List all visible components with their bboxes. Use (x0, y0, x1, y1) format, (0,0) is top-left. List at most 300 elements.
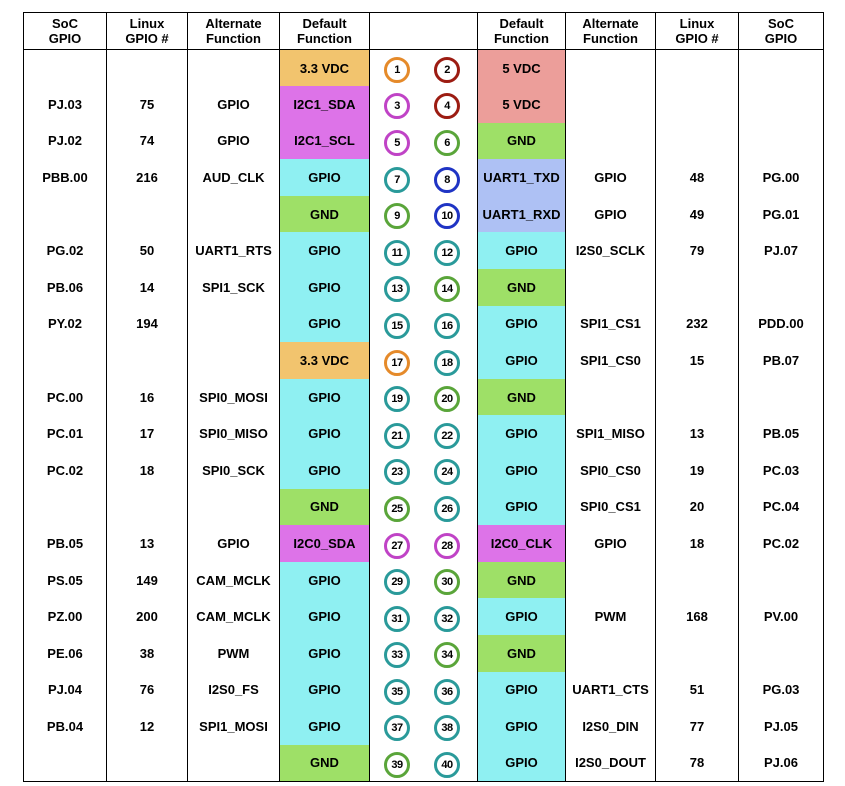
right-default-function (478, 123, 566, 160)
left-alt-function-text: SPI1_MOSI (199, 718, 268, 734)
right-default-function-text: GPIO (505, 243, 538, 259)
pin-even: 40 (434, 752, 460, 778)
left-alt-function-text: SPI1_SCK (202, 279, 265, 295)
left-soc-gpio-text: PC.01 (46, 426, 84, 442)
right-soc-gpio (739, 745, 824, 782)
right-default-function-text: GND (507, 133, 536, 149)
right-default-function-text: GND (507, 279, 536, 295)
table-row (24, 452, 824, 489)
right-alt-function-text: GPIO (594, 536, 627, 552)
right-linux-gpio-text: 78 (689, 755, 705, 771)
pin-pair (370, 50, 478, 87)
header-left-alt-function: Alternate Function (188, 13, 280, 50)
right-linux-gpio (656, 672, 739, 709)
pin-pair-wrap (370, 416, 477, 452)
right-soc-gpio (739, 489, 824, 526)
right-alt-function-text: I2S0_SCLK (575, 243, 646, 259)
left-alt-function (188, 525, 280, 562)
pin-pair-wrap (370, 233, 477, 269)
left-linux-gpio-text: 17 (139, 426, 155, 442)
right-default-function (478, 525, 566, 562)
header-right-alt-function: Alternate Function (566, 13, 656, 50)
right-alt-function-text: UART1_CTS (572, 682, 649, 698)
pin-even: 6 (434, 130, 460, 156)
left-default-function (280, 50, 370, 87)
left-linux-gpio-text: 216 (136, 170, 158, 186)
right-alt-function-text: GPIO (594, 206, 627, 222)
left-soc-gpio (24, 708, 107, 745)
right-default-function (478, 562, 566, 599)
pin-pair-wrap (370, 196, 477, 232)
left-default-function-text: GPIO (308, 170, 341, 186)
header-left-soc-gpio: SoC GPIO (24, 13, 107, 50)
pin-pair (370, 306, 478, 343)
right-default-function (478, 50, 566, 87)
right-soc-gpio (739, 452, 824, 489)
right-linux-gpio (656, 86, 739, 123)
right-alt-function (566, 598, 656, 635)
left-linux-gpio-text: 149 (136, 572, 158, 588)
right-soc-gpio-text: PG.01 (762, 206, 800, 222)
pin-even: 32 (434, 606, 460, 632)
left-soc-gpio (24, 342, 107, 379)
right-alt-function-text: SPI0_CS1 (580, 499, 641, 515)
left-linux-gpio (107, 525, 188, 562)
left-default-function (280, 452, 370, 489)
left-soc-gpio-text: PB.06 (46, 279, 84, 295)
left-linux-gpio (107, 159, 188, 196)
right-linux-gpio (656, 342, 739, 379)
right-default-function-text: I2C0_CLK (490, 536, 553, 552)
left-alt-function (188, 306, 280, 343)
left-default-function-text: GPIO (308, 572, 341, 588)
left-default-function-text: GPIO (308, 462, 341, 478)
left-default-function (280, 159, 370, 196)
right-default-function-text: 5 VDC (502, 60, 541, 76)
pin-odd: 15 (384, 313, 410, 339)
pin-pair (370, 452, 478, 489)
pin-pair (370, 86, 478, 123)
left-soc-gpio (24, 159, 107, 196)
left-linux-gpio (107, 489, 188, 526)
right-soc-gpio (739, 269, 824, 306)
right-default-function (478, 598, 566, 635)
left-default-function-text: GPIO (308, 682, 341, 698)
left-alt-function (188, 232, 280, 269)
left-alt-function-text: GPIO (217, 536, 250, 552)
right-alt-function (566, 86, 656, 123)
right-linux-gpio (656, 196, 739, 233)
pin-odd: 21 (384, 423, 410, 449)
left-soc-gpio-text: PB.04 (46, 718, 84, 734)
pin-odd: 9 (384, 203, 410, 229)
right-soc-gpio (739, 415, 824, 452)
pin-even: 4 (434, 93, 460, 119)
left-alt-function-text: SPI0_SCK (202, 462, 265, 478)
right-alt-function (566, 635, 656, 672)
pin-odd: 7 (384, 167, 410, 193)
left-linux-gpio (107, 745, 188, 782)
left-soc-gpio (24, 232, 107, 269)
right-default-function (478, 489, 566, 526)
pin-even: 12 (434, 240, 460, 266)
left-alt-function-text: PWM (217, 645, 250, 661)
pin-odd: 3 (384, 93, 410, 119)
right-linux-gpio-text: 168 (686, 609, 708, 625)
left-default-function (280, 123, 370, 160)
left-linux-gpio (107, 86, 188, 123)
pin-odd: 25 (384, 496, 410, 522)
header-left-default-function: Default Function (280, 13, 370, 50)
left-linux-gpio-text: 12 (139, 718, 155, 734)
header-right-linux-gpio: Linux GPIO # (656, 13, 739, 50)
left-alt-function (188, 745, 280, 782)
left-default-function (280, 269, 370, 306)
left-linux-gpio-text: 14 (139, 279, 155, 295)
table-row (24, 379, 824, 416)
right-default-function-text: GND (507, 572, 536, 588)
table-row (24, 745, 824, 782)
right-alt-function-text: PWM (594, 609, 627, 625)
right-alt-function (566, 269, 656, 306)
pin-pair (370, 745, 478, 782)
left-linux-gpio (107, 123, 188, 160)
left-soc-gpio (24, 123, 107, 160)
pin-even: 36 (434, 679, 460, 705)
right-soc-gpio-text: PB.05 (762, 426, 800, 442)
left-default-function-text: GPIO (308, 279, 341, 295)
pin-pair-wrap (370, 526, 477, 562)
right-default-function-text: GPIO (505, 499, 538, 515)
right-soc-gpio-text: PJ.05 (764, 718, 798, 734)
right-default-function (478, 159, 566, 196)
right-linux-gpio (656, 123, 739, 160)
left-default-function-text: I2C1_SDA (293, 96, 356, 112)
right-linux-gpio-text: 79 (689, 243, 705, 259)
right-linux-gpio (656, 635, 739, 672)
pin-even: 34 (434, 642, 460, 668)
pin-pair-wrap (370, 489, 477, 525)
left-alt-function (188, 598, 280, 635)
left-alt-function-text: GPIO (217, 96, 250, 112)
left-soc-gpio (24, 269, 107, 306)
left-default-function (280, 342, 370, 379)
right-alt-function-text: SPI1_CS0 (580, 353, 641, 369)
pin-pair (370, 159, 478, 196)
left-alt-function (188, 159, 280, 196)
left-soc-gpio (24, 745, 107, 782)
right-alt-function (566, 562, 656, 599)
pin-pair-wrap (370, 708, 477, 744)
right-linux-gpio (656, 50, 739, 87)
pin-odd: 27 (384, 533, 410, 559)
pin-pair (370, 525, 478, 562)
table-row (24, 489, 824, 526)
pin-even: 26 (434, 496, 460, 522)
left-linux-gpio (107, 306, 188, 343)
right-linux-gpio (656, 415, 739, 452)
pin-pair-wrap (370, 50, 477, 86)
left-default-function (280, 232, 370, 269)
left-soc-gpio-text: PJ.04 (48, 682, 82, 698)
right-alt-function (566, 415, 656, 452)
left-default-function-text: GND (310, 755, 339, 771)
left-default-function-text: GND (310, 206, 339, 222)
left-linux-gpio (107, 50, 188, 87)
pin-odd: 11 (384, 240, 410, 266)
right-alt-function (566, 452, 656, 489)
left-soc-gpio-text: PC.02 (46, 462, 84, 478)
table-row (24, 269, 824, 306)
table-row (24, 342, 824, 379)
pin-odd: 13 (384, 276, 410, 302)
pin-pair (370, 708, 478, 745)
right-linux-gpio (656, 708, 739, 745)
pin-pair (370, 415, 478, 452)
pin-even: 24 (434, 459, 460, 485)
pin-pair-wrap (370, 379, 477, 415)
left-alt-function-text: CAM_MCLK (196, 609, 271, 625)
left-alt-function-text: SPI0_MOSI (199, 389, 268, 405)
left-soc-gpio (24, 50, 107, 87)
pin-even: 14 (434, 276, 460, 302)
left-default-function-text: I2C1_SCL (294, 133, 355, 149)
right-linux-gpio (656, 159, 739, 196)
left-soc-gpio-text: PG.02 (46, 243, 84, 259)
table-row (24, 415, 824, 452)
left-soc-gpio-text: PBB.00 (42, 170, 88, 186)
right-soc-gpio (739, 598, 824, 635)
pin-pair (370, 598, 478, 635)
pin-odd: 35 (384, 679, 410, 705)
right-soc-gpio (739, 379, 824, 416)
left-soc-gpio (24, 489, 107, 526)
pin-pair (370, 489, 478, 526)
pin-pair (370, 269, 478, 306)
pin-pair-wrap (370, 160, 477, 196)
right-default-function-text: GPIO (505, 682, 538, 698)
left-alt-function (188, 86, 280, 123)
pin-pair-wrap (370, 343, 477, 379)
pin-pair-wrap (370, 562, 477, 598)
right-soc-gpio-text: PG.00 (762, 170, 800, 186)
left-soc-gpio (24, 672, 107, 709)
right-soc-gpio-text: PC.03 (762, 462, 800, 478)
left-alt-function (188, 379, 280, 416)
pin-pair (370, 232, 478, 269)
left-default-function (280, 745, 370, 782)
header-right-default-function: Default Function (478, 13, 566, 50)
right-linux-gpio-text: 49 (689, 206, 705, 222)
gpio-pinout-table (23, 12, 824, 782)
right-alt-function-text: SPI0_CS0 (580, 462, 641, 478)
left-default-function-text: GPIO (308, 389, 341, 405)
left-default-function (280, 708, 370, 745)
table-row (24, 306, 824, 343)
pin-rows (24, 50, 824, 782)
right-linux-gpio (656, 598, 739, 635)
left-linux-gpio (107, 635, 188, 672)
right-alt-function (566, 525, 656, 562)
left-linux-gpio (107, 672, 188, 709)
right-linux-gpio (656, 379, 739, 416)
left-alt-function (188, 196, 280, 233)
right-linux-gpio-text: 48 (689, 170, 705, 186)
left-linux-gpio (107, 342, 188, 379)
right-soc-gpio-text: PV.00 (763, 609, 799, 625)
left-soc-gpio-text: PJ.02 (48, 133, 82, 149)
pin-odd: 29 (384, 569, 410, 595)
right-soc-gpio (739, 672, 824, 709)
left-alt-function-text: GPIO (217, 133, 250, 149)
table-row (24, 525, 824, 562)
left-soc-gpio-text: PC.00 (46, 389, 84, 405)
left-linux-gpio (107, 232, 188, 269)
left-linux-gpio-text: 38 (139, 645, 155, 661)
left-linux-gpio (107, 379, 188, 416)
left-alt-function (188, 50, 280, 87)
left-alt-function-text: I2S0_FS (208, 682, 259, 698)
pin-even: 18 (434, 350, 460, 376)
left-default-function (280, 196, 370, 233)
left-default-function-text: GPIO (308, 645, 341, 661)
left-soc-gpio (24, 86, 107, 123)
left-soc-gpio-text: PS.05 (47, 572, 83, 588)
right-soc-gpio (739, 635, 824, 672)
right-soc-gpio-text: PDD.00 (758, 316, 804, 332)
right-default-function (478, 452, 566, 489)
left-default-function (280, 379, 370, 416)
right-soc-gpio (739, 342, 824, 379)
header-right-soc-gpio: SoC GPIO (739, 13, 824, 50)
right-soc-gpio (739, 159, 824, 196)
left-alt-function (188, 672, 280, 709)
right-soc-gpio (739, 306, 824, 343)
right-default-function-text: GND (507, 389, 536, 405)
left-soc-gpio (24, 379, 107, 416)
pin-odd: 37 (384, 715, 410, 741)
right-linux-gpio-text: 15 (689, 353, 705, 369)
right-soc-gpio (739, 196, 824, 233)
right-soc-gpio (739, 708, 824, 745)
table-row (24, 708, 824, 745)
left-alt-function (188, 415, 280, 452)
left-linux-gpio-text: 200 (136, 609, 158, 625)
right-default-function (478, 708, 566, 745)
pin-pair-wrap (370, 745, 477, 781)
right-default-function (478, 745, 566, 782)
header-left-linux-gpio: Linux GPIO # (107, 13, 188, 50)
pin-pair-wrap (370, 635, 477, 671)
pin-even: 22 (434, 423, 460, 449)
pin-pair-wrap (370, 269, 477, 305)
table-row (24, 562, 824, 599)
right-default-function-text: GND (507, 645, 536, 661)
right-alt-function-text: I2S0_DOUT (575, 755, 646, 771)
right-default-function-text: GPIO (505, 462, 538, 478)
left-default-function (280, 306, 370, 343)
left-linux-gpio-text: 76 (139, 682, 155, 698)
pin-odd: 39 (384, 752, 410, 778)
pin-pair (370, 379, 478, 416)
right-linux-gpio (656, 562, 739, 599)
right-alt-function (566, 745, 656, 782)
right-soc-gpio (739, 232, 824, 269)
table-header (24, 13, 824, 50)
right-default-function-text: GPIO (505, 353, 538, 369)
pin-pair (370, 672, 478, 709)
left-default-function (280, 415, 370, 452)
right-linux-gpio-text: 13 (689, 426, 705, 442)
pin-odd: 17 (384, 350, 410, 376)
pin-odd: 33 (384, 642, 410, 668)
pin-odd: 1 (384, 57, 410, 83)
right-default-function (478, 672, 566, 709)
right-alt-function (566, 196, 656, 233)
pin-pair (370, 562, 478, 599)
left-alt-function (188, 269, 280, 306)
left-alt-function (188, 123, 280, 160)
left-default-function-text: GPIO (308, 718, 341, 734)
left-linux-gpio (107, 269, 188, 306)
left-alt-function-text: SPI0_MISO (199, 426, 268, 442)
left-linux-gpio-text: 194 (136, 316, 158, 332)
right-linux-gpio-text: 77 (689, 718, 705, 734)
left-soc-gpio-text: PB.05 (46, 536, 84, 552)
left-default-function (280, 562, 370, 599)
left-default-function-text: I2C0_SDA (293, 536, 356, 552)
left-alt-function-text: AUD_CLK (202, 170, 265, 186)
pin-even: 30 (434, 569, 460, 595)
right-default-function (478, 379, 566, 416)
right-default-function (478, 269, 566, 306)
right-linux-gpio (656, 306, 739, 343)
right-default-function (478, 306, 566, 343)
pin-odd: 31 (384, 606, 410, 632)
left-soc-gpio-text: PE.06 (47, 645, 83, 661)
right-alt-function (566, 672, 656, 709)
table-row (24, 598, 824, 635)
right-default-function-text: GPIO (505, 609, 538, 625)
left-default-function (280, 672, 370, 709)
right-alt-function (566, 306, 656, 343)
right-default-function (478, 635, 566, 672)
left-soc-gpio-text: PY.02 (48, 316, 82, 332)
left-alt-function (188, 635, 280, 672)
left-alt-function (188, 708, 280, 745)
left-alt-function (188, 489, 280, 526)
right-linux-gpio-text: 20 (689, 499, 705, 515)
left-linux-gpio (107, 598, 188, 635)
right-default-function (478, 232, 566, 269)
right-linux-gpio-text: 232 (686, 316, 708, 332)
left-soc-gpio (24, 562, 107, 599)
left-soc-gpio-text: PZ.00 (47, 609, 83, 625)
right-linux-gpio-text: 18 (689, 536, 705, 552)
pin-even: 38 (434, 715, 460, 741)
table-row (24, 232, 824, 269)
pin-pair-wrap (370, 452, 477, 488)
pin-odd: 5 (384, 130, 410, 156)
right-linux-gpio (656, 525, 739, 562)
pin-pair (370, 342, 478, 379)
pin-pair-wrap (370, 672, 477, 708)
left-alt-function (188, 452, 280, 489)
table-row (24, 159, 824, 196)
left-soc-gpio (24, 306, 107, 343)
right-linux-gpio (656, 232, 739, 269)
pin-pair-wrap (370, 599, 477, 635)
